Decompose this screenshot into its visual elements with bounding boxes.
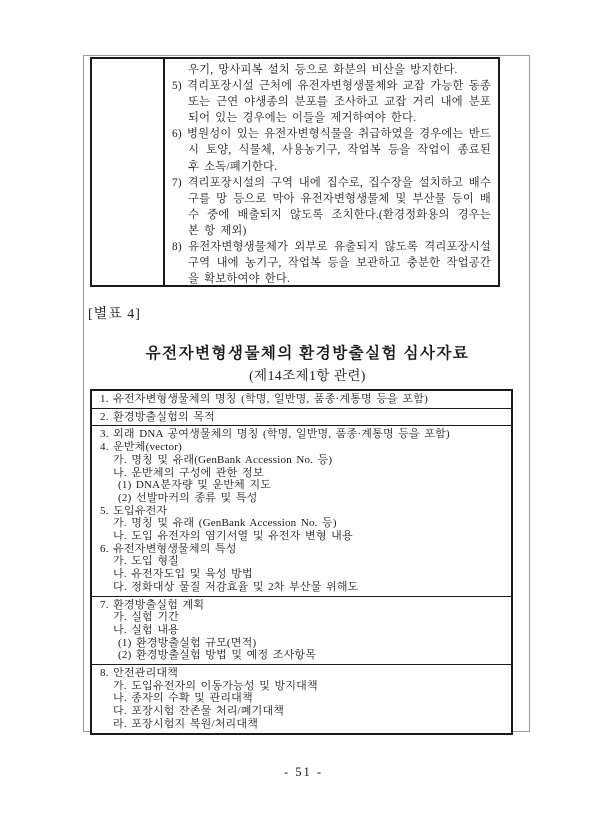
review-table-row bbox=[92, 596, 511, 665]
review-table-line: 6. 유전자변형생물체의 특성 bbox=[100, 542, 237, 555]
review-table-line: 가. 명칭 및 유래 (GenBank Accession No. 등) bbox=[113, 517, 337, 530]
review-table-line: 1. 유전자변형생물체의 명칭 (학명, 일반명, 품종·계통명 등을 포함) bbox=[100, 393, 428, 405]
review-table-line: 5. 도입유전자 bbox=[100, 504, 168, 517]
page-subtitle: (제14조제1항 관련) bbox=[249, 368, 366, 383]
review-table-line: (1) DNA분자량 및 운반체 지도 bbox=[118, 479, 272, 492]
numbered-clause: 6) 병원성이 있는 유전자변형식물을 취급하였을 경우에는 반드시 토양, 식물체, 사용농기구, 작업복 등을 작업이 종료된 후 소독/폐기한다. bbox=[172, 128, 491, 173]
review-table-line: 가. 실험 기간 bbox=[113, 611, 179, 624]
facility-rules-table bbox=[90, 57, 500, 287]
review-table-line: (1) 환경방출실험 규모(면적) bbox=[118, 636, 257, 649]
review-table-line: (2) 선발마커의 종류 및 특성 bbox=[118, 491, 258, 504]
review-table-line: 나. 종자의 수확 및 관리대책 bbox=[113, 692, 253, 705]
review-table-line: 나. 유전자도입 및 육성 방법 bbox=[113, 568, 253, 581]
review-table-row bbox=[92, 425, 511, 595]
top-table-paragraphs bbox=[165, 59, 498, 285]
continued-clause: 우기, 망사피복 설치 등으로 화분의 비산을 방지한다. bbox=[188, 64, 458, 76]
review-table-line: 나. 실험 내용 bbox=[113, 623, 179, 636]
review-table-row bbox=[92, 391, 511, 408]
review-table-line: 8. 안전관리대책 bbox=[100, 667, 179, 680]
review-table-line: 2. 환경방출실험의 목적 bbox=[100, 410, 215, 423]
review-table-line: 다. 정화대상 물질 저감효율 및 2차 부산물 위해도 bbox=[113, 580, 359, 593]
numbered-clause: 7) 격리포장시설의 구역 내에 집수로, 집수장을 설치하고 배수구를 망 등으로 막아 유전자변형생물체 및 부산물 등이 배수 중에 배출되지 않도록 조치한다.(환경정화용의 경우는 본 항 제외) bbox=[172, 176, 491, 237]
review-table-line: 가. 명칭 및 유래(GenBank Accession No. 등) bbox=[113, 453, 333, 466]
review-table-line: 가. 도입 형질 bbox=[113, 555, 179, 568]
review-table-row bbox=[92, 408, 511, 426]
review-table-line: 4. 운반체(vector) bbox=[100, 441, 182, 454]
review-table-line: 나. 도입 유전자의 염기서열 및 유전자 변형 내용 bbox=[113, 530, 353, 543]
facility-rules-empty-column bbox=[92, 59, 165, 285]
review-table bbox=[90, 389, 513, 735]
annex-label: [별표 4] bbox=[88, 307, 141, 322]
page-title: 유전자변형생물체의 환경방출실험 심사자료 bbox=[145, 345, 470, 362]
review-table-line: 7. 환경방출실험 계획 bbox=[100, 598, 205, 611]
review-table-row bbox=[92, 664, 511, 733]
numbered-clause: 5) 격리포장시설 근처에 유전자변형생물체와 교잡 가능한 동종 또는 근연 야생종의 분포를 조사하고 교잡 거리 내에 분포되어 있는 경우에는 이들을 제거하여야 한다. bbox=[172, 80, 491, 125]
review-table-line: 나. 운반체의 구성에 관한 정보 bbox=[113, 466, 264, 479]
review-table-line: 다. 포장시험 잔존물 처리/폐기대책 bbox=[113, 705, 285, 718]
review-table-line: (2) 환경방출실험 방법 및 예정 조사항목 bbox=[118, 649, 317, 662]
review-table-line: 라. 포장시험지 복원/처리대책 bbox=[113, 717, 259, 730]
review-table-line: 가. 도입유전자의 이동가능성 및 방지대책 bbox=[113, 679, 318, 692]
page-number: - 51 - bbox=[283, 765, 324, 779]
review-table-line: 3. 외래 DNA 공여생물체의 명칭 (학명, 일반명, 품종·계통명 등을 포함) bbox=[100, 428, 450, 441]
numbered-clause: 8) 유전자변형생물체가 외부로 유출되지 않도록 격리포장시설 구역 내에 농기구, 작업복 등을 보관하고 충분한 작업공간을 확보하여야 한다. bbox=[172, 241, 491, 285]
